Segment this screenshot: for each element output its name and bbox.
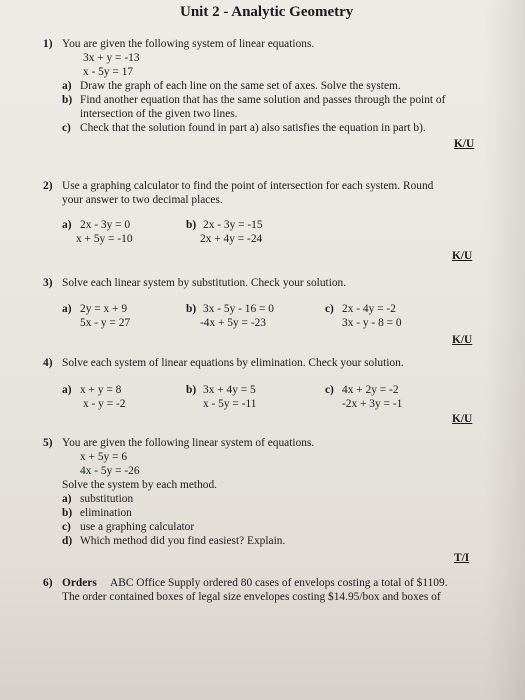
q3-mark: K/U (452, 334, 473, 346)
q4-c-eq-2: -2x + 3y = -1 (342, 398, 403, 410)
q3-line-1: Solve each linear system by substitution. Check your solution. (62, 277, 347, 289)
q5-b-label: b) (62, 507, 73, 519)
q5-equation-1: x + 5y = 6 (80, 451, 128, 463)
q6-line-2: The order contained boxes of legal size envelopes costing $14.95/box and boxes of (62, 591, 441, 603)
q1-c-text: Check that the solution found in part a) also satisfies the equation in part b). (80, 122, 426, 134)
q2-a-label: a) (62, 219, 72, 231)
q1-intro: You are given the following system of linear equations. (62, 38, 315, 50)
q3-a-eq-1: 2y = x + 9 (80, 303, 128, 315)
q4-c-label: c) (325, 384, 334, 396)
q1-b-text-2: intersection of the given two lines. (80, 108, 238, 120)
q2-line-1: Use a graphing calculator to find the point of intersection for each system. Round (62, 180, 434, 192)
q1-equation-2: x - 5y = 17 (83, 66, 134, 78)
q2-b-eq-1: 2x - 3y = -15 (203, 219, 263, 231)
q5-intro: You are given the following linear system of equations. (62, 437, 315, 449)
q5-c-label: c) (62, 521, 71, 533)
q4-line-1: Solve each system of linear equations by elimination. Check your solution. (62, 357, 404, 369)
q1-b-label: b) (62, 94, 73, 106)
q3-c-eq-1: 2x - 4y = -2 (342, 303, 396, 315)
q2-line-2: your answer to two decimal places. (62, 194, 223, 206)
page-title: Unit 2 - Analytic Geometry (180, 4, 354, 20)
q3-c-label: c) (325, 303, 334, 315)
q2-number: 2) (43, 180, 53, 192)
q5-mark: T/I (454, 552, 470, 564)
q5-a-label: a) (62, 493, 72, 505)
q3-b-label: b) (186, 303, 197, 315)
q3-c-eq-2: 3x - y - 8 = 0 (342, 317, 402, 329)
q4-mark: K/U (452, 413, 473, 425)
q2-a-eq-1: 2x - 3y = 0 (80, 219, 131, 231)
q5-c-text: use a graphing calculator (80, 521, 195, 533)
q1-number: 1) (43, 38, 53, 50)
q4-b-eq-2: x - 5y = -11 (203, 398, 257, 410)
q4-number: 4) (43, 357, 53, 369)
q5-a-text: substitution (80, 493, 134, 505)
q4-a-eq-1: x + y = 8 (80, 384, 122, 396)
q6-number: 6) (43, 577, 53, 589)
q4-b-label: b) (186, 384, 197, 396)
q3-a-eq-2: 5x - y = 27 (80, 317, 131, 329)
q1-a-text: Draw the graph of each line on the same set of axes. Solve the system. (80, 80, 401, 92)
q1-b-text-1: Find another equation that has the same solution and passes through the point of (80, 94, 446, 106)
q5-b-text: elimination (80, 507, 132, 519)
q2-mark: K/U (452, 250, 473, 262)
q4-a-label: a) (62, 384, 72, 396)
q4-a-eq-2: x - y = -2 (83, 398, 126, 410)
q4-c-eq-1: 4x + 2y = -2 (342, 384, 399, 396)
q3-b-eq-1: 3x - 5y - 16 = 0 (203, 303, 274, 315)
q1-mark: K/U (454, 138, 475, 150)
q5-equation-2: 4x - 5y = -26 (80, 465, 140, 477)
q1-equation-1: 3x + y = -13 (83, 52, 140, 64)
q1-a-label: a) (62, 80, 72, 92)
q5-number: 5) (43, 437, 53, 449)
q2-b-label: b) (186, 219, 197, 231)
q1-c-label: c) (62, 122, 71, 134)
q6-bold-label: Orders (62, 577, 97, 589)
q2-b-eq-2: 2x + 4y = -24 (200, 233, 263, 245)
q3-a-label: a) (62, 303, 72, 315)
q4-b-eq-1: 3x + 4y = 5 (203, 384, 256, 396)
q5-solve-text: Solve the system by each method. (62, 479, 218, 491)
q5-d-label: d) (62, 535, 73, 547)
page-shadow (485, 0, 525, 700)
q6-line-1: ABC Office Supply ordered 80 cases of envelops costing a total of $1109. (110, 577, 448, 589)
q3-b-eq-2: -4x + 5y = -23 (200, 317, 266, 329)
q2-a-eq-2: x + 5y = -10 (76, 233, 133, 245)
q5-d-text: Which method did you find easiest? Explain. (80, 535, 286, 547)
q3-number: 3) (43, 277, 53, 289)
